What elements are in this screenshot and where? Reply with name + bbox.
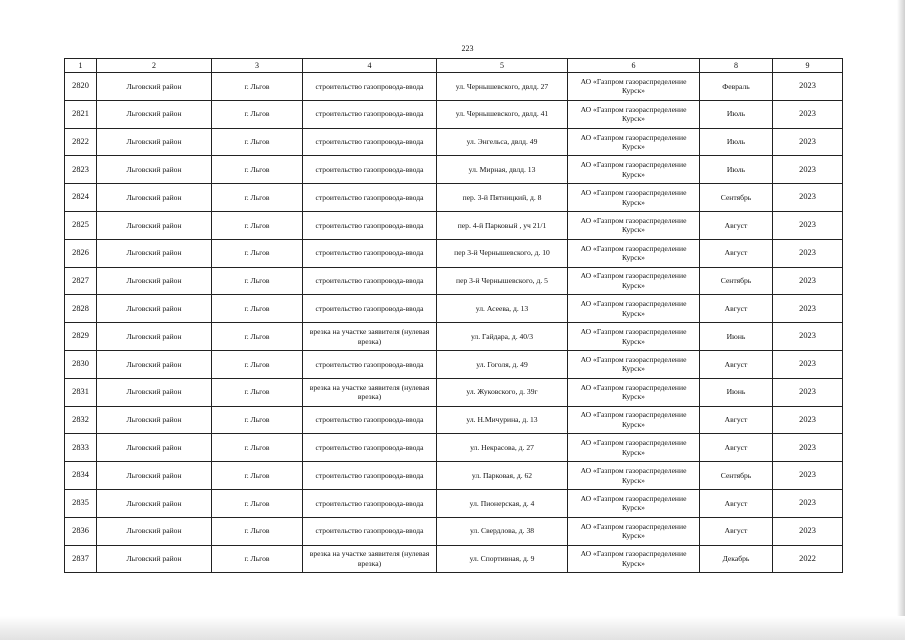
address-cell: ул. Чернышевского, двлд. 41: [437, 100, 568, 128]
address-cell: пер. 4-й Парковый , уч 21/1: [437, 211, 568, 239]
work-type-cell: строительство газопровода-ввода: [303, 267, 437, 295]
row-number-cell: 2826: [65, 239, 97, 267]
table-row: [65, 100, 843, 128]
locality-cell: г. Льгов: [212, 100, 303, 128]
locality-cell: г. Льгов: [212, 378, 303, 406]
work-type-cell: врезка на участке заявителя (нулевая врезка): [303, 323, 437, 351]
column-header-work-type: 4: [303, 59, 437, 73]
year-cell: 2023: [773, 73, 843, 101]
organization-cell: АО «Газпром газораспределение Курск»: [568, 545, 700, 573]
locality-cell: г. Льгов: [212, 489, 303, 517]
locality-cell: г. Льгов: [212, 73, 303, 101]
row-number-cell: 2835: [65, 489, 97, 517]
table-row: [65, 73, 843, 101]
district-cell: Льговский район: [97, 378, 212, 406]
month-cell: Сентябрь: [700, 462, 773, 490]
month-cell: Август: [700, 489, 773, 517]
address-cell: пер 3-й Чернышевского, д. 10: [437, 239, 568, 267]
year-cell: 2023: [773, 156, 843, 184]
organization-cell: АО «Газпром газораспределение Курск»: [568, 128, 700, 156]
district-cell: Льговский район: [97, 545, 212, 573]
year-cell: 2023: [773, 100, 843, 128]
row-number-cell: 2829: [65, 323, 97, 351]
year-cell: 2023: [773, 128, 843, 156]
month-cell: Сентябрь: [700, 184, 773, 212]
table-row: [65, 378, 843, 406]
row-number-cell: 2828: [65, 295, 97, 323]
work-type-cell: строительство газопровода-ввода: [303, 100, 437, 128]
table-header: [65, 59, 843, 73]
organization-cell: АО «Газпром газораспределение Курск»: [568, 73, 700, 101]
row-number-cell: 2821: [65, 100, 97, 128]
table-row: [65, 545, 843, 573]
district-cell: Льговский район: [97, 100, 212, 128]
work-type-cell: строительство газопровода-ввода: [303, 73, 437, 101]
organization-cell: АО «Газпром газораспределение Курск»: [568, 406, 700, 434]
address-cell: пер 3-й Чернышевского, д. 5: [437, 267, 568, 295]
locality-cell: г. Льгов: [212, 517, 303, 545]
table-row: [65, 323, 843, 351]
row-number-cell: 2823: [65, 156, 97, 184]
address-cell: ул. Пионерская, д. 4: [437, 489, 568, 517]
organization-cell: АО «Газпром газораспределение Курск»: [568, 462, 700, 490]
work-type-cell: строительство газопровода-ввода: [303, 434, 437, 462]
row-number-cell: 2822: [65, 128, 97, 156]
row-number-cell: 2836: [65, 517, 97, 545]
district-cell: Льговский район: [97, 323, 212, 351]
column-header-district: 2: [97, 59, 212, 73]
table-row: [65, 489, 843, 517]
row-number-cell: 2827: [65, 267, 97, 295]
address-cell: ул. Свердлова, д. 38: [437, 517, 568, 545]
month-cell: Сентябрь: [700, 267, 773, 295]
month-cell: Август: [700, 239, 773, 267]
district-cell: Льговский район: [97, 489, 212, 517]
year-cell: 2023: [773, 267, 843, 295]
month-cell: Июль: [700, 156, 773, 184]
locality-cell: г. Льгов: [212, 462, 303, 490]
year-cell: 2023: [773, 406, 843, 434]
header-row: [65, 59, 843, 73]
district-cell: Льговский район: [97, 434, 212, 462]
column-header-row-number: 1: [65, 59, 97, 73]
table-row: [65, 184, 843, 212]
row-number-cell: 2834: [65, 462, 97, 490]
district-cell: Льговский район: [97, 295, 212, 323]
month-cell: Август: [700, 517, 773, 545]
locality-cell: г. Льгов: [212, 323, 303, 351]
table-row: [65, 267, 843, 295]
district-cell: Льговский район: [97, 73, 212, 101]
organization-cell: АО «Газпром газораспределение Курск»: [568, 184, 700, 212]
month-cell: Август: [700, 295, 773, 323]
year-cell: 2023: [773, 239, 843, 267]
row-number-cell: 2832: [65, 406, 97, 434]
locality-cell: г. Льгов: [212, 128, 303, 156]
table-row: [65, 156, 843, 184]
organization-cell: АО «Газпром газораспределение Курск»: [568, 517, 700, 545]
district-cell: Льговский район: [97, 239, 212, 267]
table-row: [65, 350, 843, 378]
district-cell: Льговский район: [97, 350, 212, 378]
locality-cell: г. Льгов: [212, 545, 303, 573]
year-cell: 2023: [773, 184, 843, 212]
column-header-month: 8: [700, 59, 773, 73]
year-cell: 2023: [773, 350, 843, 378]
work-type-cell: строительство газопровода-ввода: [303, 489, 437, 517]
column-header-year: 9: [773, 59, 843, 73]
district-cell: Льговский район: [97, 128, 212, 156]
month-cell: Август: [700, 350, 773, 378]
organization-cell: АО «Газпром газораспределение Курск»: [568, 378, 700, 406]
table-row: [65, 462, 843, 490]
locality-cell: г. Льгов: [212, 267, 303, 295]
address-cell: ул. Гайдара, д. 40/3: [437, 323, 568, 351]
year-cell: 2023: [773, 517, 843, 545]
locality-cell: г. Льгов: [212, 211, 303, 239]
district-cell: Льговский район: [97, 517, 212, 545]
row-number-cell: 2830: [65, 350, 97, 378]
row-number-cell: 2824: [65, 184, 97, 212]
work-type-cell: врезка на участке заявителя (нулевая врезка): [303, 545, 437, 573]
district-cell: Льговский район: [97, 406, 212, 434]
table-row: [65, 434, 843, 462]
organization-cell: АО «Газпром газораспределение Курск»: [568, 489, 700, 517]
table-row: [65, 295, 843, 323]
work-type-cell: строительство газопровода-ввода: [303, 406, 437, 434]
address-cell: ул. Н.Мичурина, д. 13: [437, 406, 568, 434]
year-cell: 2023: [773, 211, 843, 239]
month-cell: Август: [700, 211, 773, 239]
table-row: [65, 239, 843, 267]
work-type-cell: строительство газопровода-ввода: [303, 156, 437, 184]
month-cell: Июль: [700, 128, 773, 156]
organization-cell: АО «Газпром газораспределение Курск»: [568, 350, 700, 378]
organization-cell: АО «Газпром газораспределение Курск»: [568, 434, 700, 462]
organization-cell: АО «Газпром газораспределение Курск»: [568, 156, 700, 184]
locality-cell: г. Льгов: [212, 239, 303, 267]
table-row: [65, 406, 843, 434]
month-cell: Декабрь: [700, 545, 773, 573]
organization-cell: АО «Газпром газораспределение Курск»: [568, 295, 700, 323]
month-cell: Июнь: [700, 323, 773, 351]
year-cell: 2023: [773, 323, 843, 351]
address-cell: пер. 3-й Пятницкий, д. 8: [437, 184, 568, 212]
work-type-cell: строительство газопровода-ввода: [303, 211, 437, 239]
month-cell: Июнь: [700, 378, 773, 406]
gasification-schedule-table: [64, 58, 843, 573]
district-cell: Льговский район: [97, 462, 212, 490]
organization-cell: АО «Газпром газораспределение Курск»: [568, 211, 700, 239]
year-cell: 2023: [773, 295, 843, 323]
table-row: [65, 517, 843, 545]
column-header-locality: 3: [212, 59, 303, 73]
address-cell: ул. Некрасова, д. 27: [437, 434, 568, 462]
row-number-cell: 2833: [65, 434, 97, 462]
address-cell: ул. Чернышевского, двлд. 27: [437, 73, 568, 101]
address-cell: ул. Гоголя, д. 49: [437, 350, 568, 378]
year-cell: 2022: [773, 545, 843, 573]
month-cell: Февраль: [700, 73, 773, 101]
locality-cell: г. Льгов: [212, 406, 303, 434]
organization-cell: АО «Газпром газораспределение Курск»: [568, 323, 700, 351]
row-number-cell: 2825: [65, 211, 97, 239]
month-cell: Июль: [700, 100, 773, 128]
month-cell: Август: [700, 406, 773, 434]
table-row: [65, 211, 843, 239]
district-cell: Льговский район: [97, 267, 212, 295]
address-cell: ул. Парковая, д. 62: [437, 462, 568, 490]
organization-cell: АО «Газпром газораспределение Курск»: [568, 239, 700, 267]
work-type-cell: строительство газопровода-ввода: [303, 350, 437, 378]
year-cell: 2023: [773, 434, 843, 462]
address-cell: ул. Жуковского, д. 39г: [437, 378, 568, 406]
organization-cell: АО «Газпром газораспределение Курск»: [568, 267, 700, 295]
locality-cell: г. Льгов: [212, 184, 303, 212]
work-type-cell: строительство газопровода-ввода: [303, 184, 437, 212]
scan-edge-shadow: [897, 0, 905, 640]
organization-cell: АО «Газпром газораспределение Курск»: [568, 100, 700, 128]
locality-cell: г. Льгов: [212, 434, 303, 462]
row-number-cell: 2831: [65, 378, 97, 406]
work-type-cell: строительство газопровода-ввода: [303, 239, 437, 267]
row-number-cell: 2820: [65, 73, 97, 101]
column-header-address: 5: [437, 59, 568, 73]
column-header-organization: 6: [568, 59, 700, 73]
work-type-cell: строительство газопровода-ввода: [303, 517, 437, 545]
table-row: [65, 128, 843, 156]
year-cell: 2023: [773, 462, 843, 490]
work-type-cell: строительство газопровода-ввода: [303, 462, 437, 490]
table-body: [65, 73, 843, 573]
work-type-cell: строительство газопровода-ввода: [303, 295, 437, 323]
year-cell: 2023: [773, 489, 843, 517]
district-cell: Льговский район: [97, 156, 212, 184]
locality-cell: г. Льгов: [212, 350, 303, 378]
address-cell: ул. Асеева, д. 13: [437, 295, 568, 323]
work-type-cell: врезка на участке заявителя (нулевая врезка): [303, 378, 437, 406]
locality-cell: г. Льгов: [212, 156, 303, 184]
address-cell: ул. Энгельса, двлд. 49: [437, 128, 568, 156]
row-number-cell: 2837: [65, 545, 97, 573]
locality-cell: г. Льгов: [212, 295, 303, 323]
year-cell: 2023: [773, 378, 843, 406]
district-cell: Льговский район: [97, 211, 212, 239]
address-cell: ул. Мирная, двлд. 13: [437, 156, 568, 184]
page-number: 223: [461, 44, 474, 53]
month-cell: Август: [700, 434, 773, 462]
work-type-cell: строительство газопровода-ввода: [303, 128, 437, 156]
scan-bottom-shadow: [0, 616, 905, 640]
address-cell: ул. Спортивная, д. 9: [437, 545, 568, 573]
district-cell: Льговский район: [97, 184, 212, 212]
